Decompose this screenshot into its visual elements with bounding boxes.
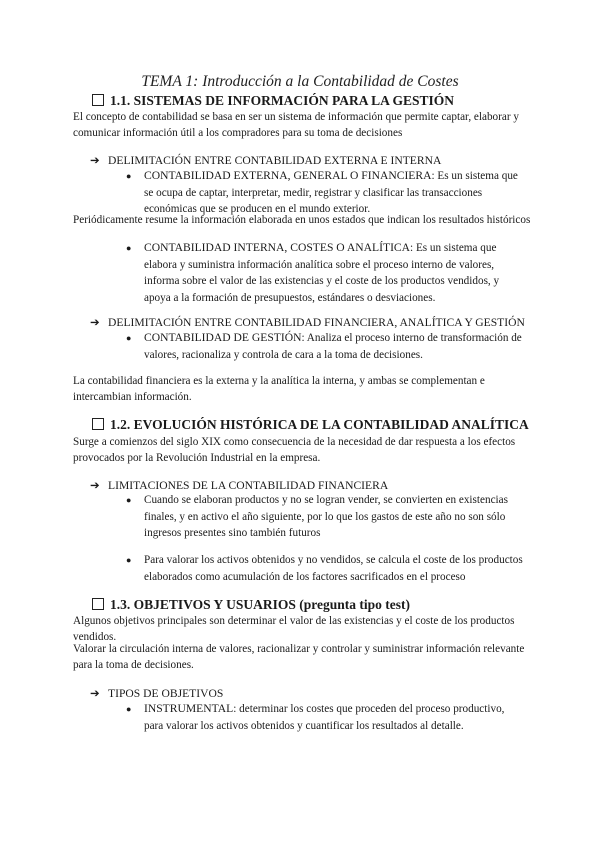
section-heading-1-3: 1.3. OBJETIVOS Y USUARIOS (pregunta tipo test)	[92, 597, 410, 613]
bullet-icon: ●	[126, 171, 132, 181]
bullet-contabilidad-externa: ● CONTABILIDAD EXTERNA, GENERAL O FINANCIERA: Es un sistema que se ocupa de captar, interpretar, medir, registrar y clasificar las transacciones económicas que se producen en el mundo exterior.	[126, 169, 518, 215]
bullet-icon: ●	[126, 243, 132, 253]
arrow-icon: ➔	[90, 316, 100, 329]
bullet-icon: ●	[126, 555, 132, 565]
paragraph-objetivos-2: Valorar la circulación interna de valores, racionalizar y controlar y suministrar información relevante para la toma de decisiones.	[73, 643, 525, 671]
section-heading-1-2: 1.2. EVOLUCIÓN HISTÓRICA DE LA CONTABILIDAD ANALÍTICA	[92, 417, 529, 433]
checkbox-icon[interactable]	[92, 598, 104, 610]
bullet-contabilidad-gestion: ● CONTABILIDAD DE GESTIÓN: Analiza el proceso interno de transformación de valores, racionaliza y controla de cara a la toma de decisiones.	[126, 331, 522, 361]
section-heading-1-1: 1.1. SISTEMAS DE INFORMACIÓN PARA LA GESTIÓN	[92, 93, 454, 109]
paragraph-objetivos-1: Algunos objetivos principales son determinar el valor de las existencias y el coste de los productos vendidos.	[73, 615, 515, 643]
arrow-item-tipos-objetivos: ➔ TIPOS DE OBJETIVOS	[90, 687, 224, 700]
arrow-icon: ➔	[90, 687, 100, 700]
bullet-icon: ●	[126, 495, 132, 505]
paragraph-closing-1-1: La contabilidad financiera es la externa y la analítica la interna, y ambas se complementan e intercambian información.	[73, 375, 485, 403]
arrow-icon: ➔	[90, 479, 100, 492]
bullet-limitacion-1: ● Cuando se elaboran productos y no se logran vender, se convierten en existencias finales, y en activo el año siguiente, por lo que los gastos de este año no son sólo ingresos presentes sino también futuros	[126, 494, 508, 539]
bullet-limitacion-2: ● Para valorar los activos obtenidos y no vendidos, se calcula el coste de los productos elaborados como acumulación de los factores sacrificados en el proceso	[126, 554, 523, 583]
bullet-contabilidad-interna: ● CONTABILIDAD INTERNA, COSTES O ANALÍTICA: Es un sistema que elabora y suministra información analítica sobre el proceso interno de valores, informa sobre el valor de las existencias y el coste de los productos vendidos, y apoya a la formación de presupuestos, estándares o desviaciones.	[126, 241, 500, 304]
bullet-icon: ●	[126, 333, 132, 343]
paragraph-intro-1-1: El concepto de contabilidad se basa en ser un sistema de información que permite captar, elaborar y comunicar información útil a los compradores para su toma de decisiones	[73, 111, 519, 139]
checkbox-icon[interactable]	[92, 418, 104, 430]
arrow-item-limitaciones: ➔ LIMITACIONES DE LA CONTABILIDAD FINANCIERA	[90, 479, 389, 492]
paragraph-periodic: Periódicamente resume la información elaborada en unos estados que indican los resultados históricos	[73, 214, 531, 226]
arrow-item-delimitacion-2: ➔ DELIMITACIÓN ENTRE CONTABILIDAD FINANCIERA, ANALÍTICA Y GESTIÓN	[90, 316, 525, 329]
checkbox-icon[interactable]	[92, 94, 104, 106]
bullet-icon: ●	[126, 704, 132, 714]
paragraph-intro-1-2: Surge a comienzos del siglo XIX como consecuencia de la necesidad de dar respuesta a los efectos provocados por la Revolución Industrial en la empresa.	[73, 436, 516, 464]
arrow-item-delimitacion-1: ➔ DELIMITACIÓN ENTRE CONTABILIDAD EXTERNA E INTERNA	[90, 154, 442, 167]
page-title: TEMA 1: Introducción a la Contabilidad de Costes	[141, 73, 459, 90]
bullet-instrumental: ● INSTRUMENTAL: determinar los costes que proceden del proceso productivo, para valorar los activos obtenidos y cuantificar los resultados al detalle.	[126, 702, 505, 732]
arrow-icon: ➔	[90, 154, 100, 167]
